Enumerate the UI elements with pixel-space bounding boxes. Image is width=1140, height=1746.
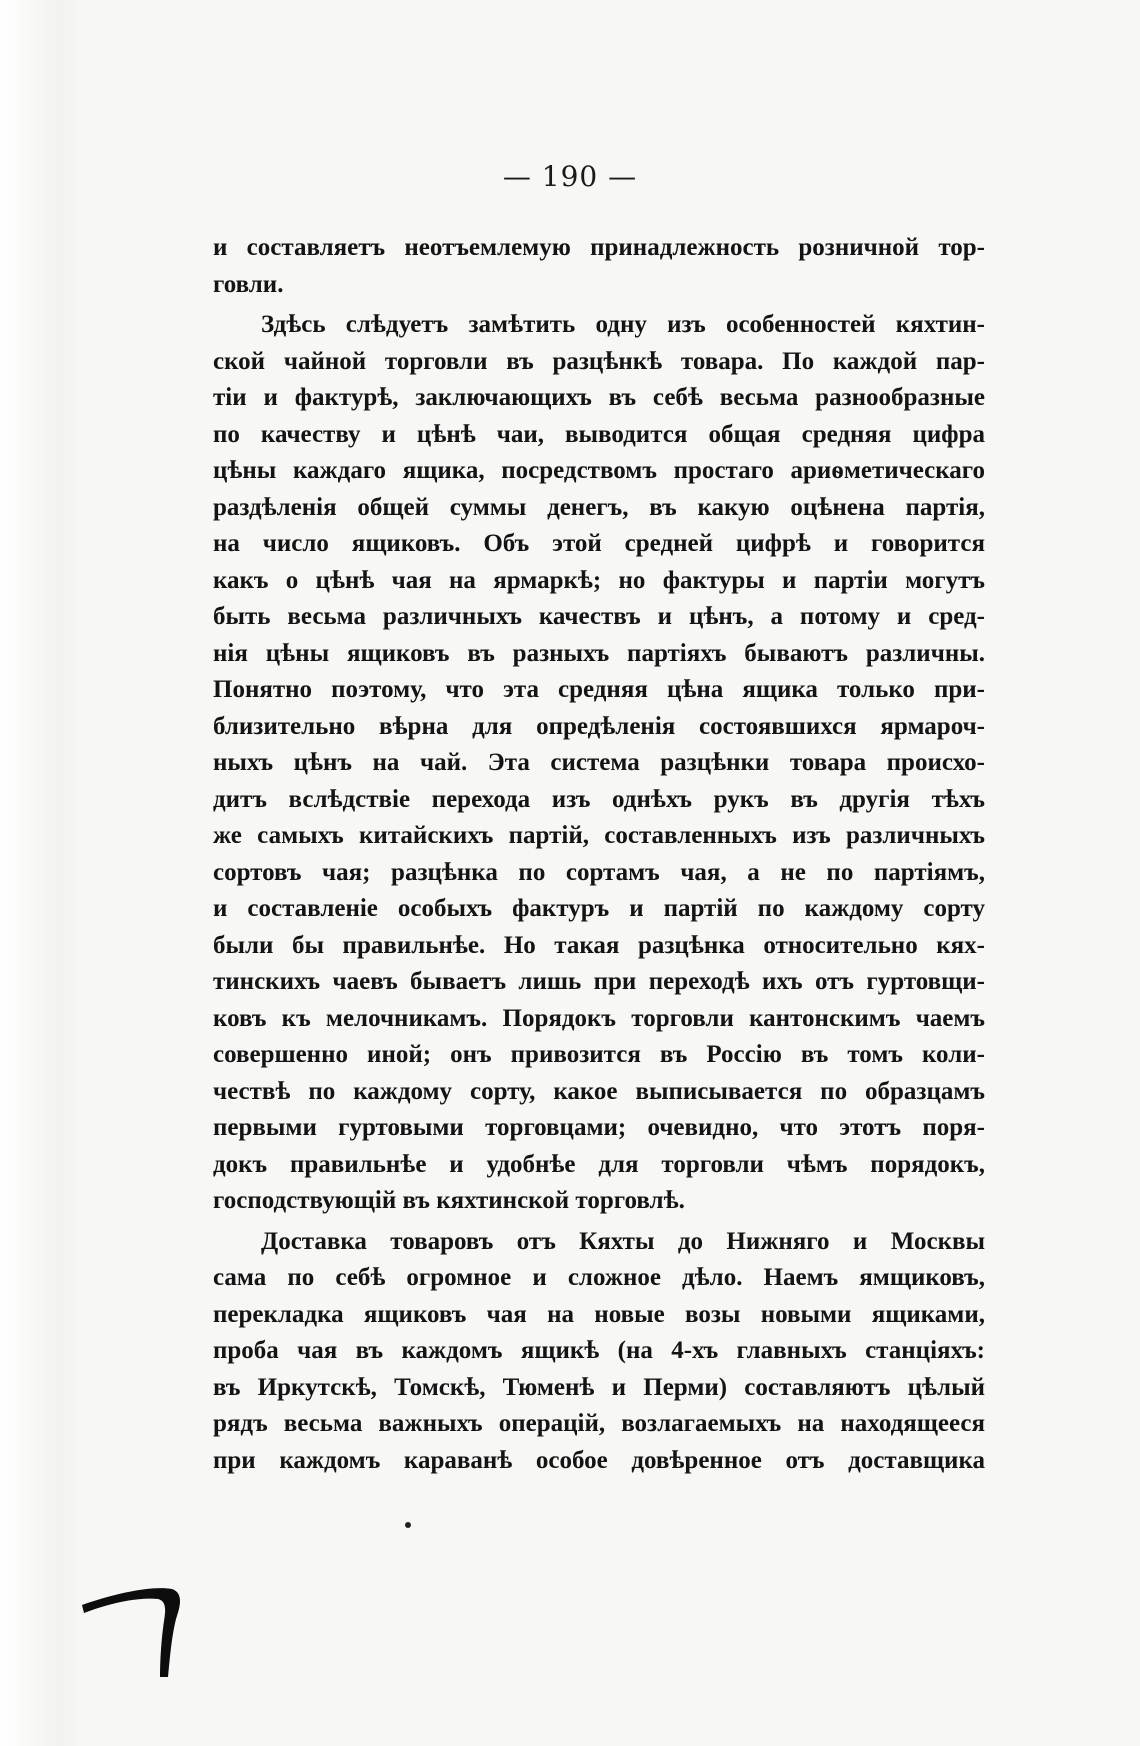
text-line: при каждомъ караванѣ особое довѣренное отъ доставщика xyxy=(213,1446,985,1474)
text-line: проба чая въ каждомъ ящикѣ (на 4-хъ главныхъ станціяхъ: xyxy=(213,1337,985,1364)
text-line: говли. xyxy=(213,270,284,298)
text-line: близительно вѣрна для опредѣленія состоявшихся ярмароч- xyxy=(213,712,985,740)
text-line: сортовъ чая; разцѣнка по сортамъ чая, а не по партіямъ, xyxy=(213,858,985,886)
page-gutter-shade xyxy=(0,0,85,1746)
text-line: совершенно иной; онъ привозится въ Россію въ томъ коли- xyxy=(213,1041,985,1068)
text-line: быть весьма различныхъ качествъ и цѣнъ, а потому и сред- xyxy=(213,603,985,630)
text-line: дитъ вслѣдствіе перехода изъ однѣхъ рукъ въ другія тѣхъ xyxy=(213,785,985,813)
text-line: перекладка ящиковъ чая на новые возы новыми ящиками, xyxy=(213,1300,985,1328)
text-line: тіи и фактурѣ, заключающихъ въ себѣ весьма разнообразные xyxy=(213,384,985,411)
text-line: цѣны каждаго ящика, посредствомъ простаго ариѳметическаго xyxy=(213,457,985,484)
body-text xyxy=(213,230,985,1479)
text-line: сама по себѣ огромное и сложное дѣло. Наемъ ямщиковъ, xyxy=(213,1264,985,1291)
text-line: тинскихъ чаевъ бываетъ лишь при переходѣ ихъ отъ гуртовщи- xyxy=(213,968,985,995)
text-line: докъ правильнѣе и удобнѣе для торговли чѣмъ порядокъ, xyxy=(213,1150,985,1178)
text-line: и составленіе особыхъ фактуръ и партій по каждому сорту xyxy=(213,895,985,922)
text-line: и составляетъ неотъемлемую принадлежность розничной тор- xyxy=(213,234,985,261)
text-line: какъ о цѣнѣ чая на ярмаркѣ; но фактуры и партіи могутъ xyxy=(213,566,985,594)
text-line: Здѣсь слѣдуетъ замѣтить одну изъ особенностей кяхтин- xyxy=(261,311,985,338)
text-line: Доставка товаровъ отъ Кяхты до Нижняго и Москвы xyxy=(261,1227,985,1255)
text-line: же самыхъ китайскихъ партій, составленныхъ изъ различныхъ xyxy=(213,822,985,849)
page-number: — 190 — xyxy=(502,160,638,193)
text-line: по качеству и цѣнѣ чаи, выводится общая средняя цифра xyxy=(213,420,985,448)
text-line: ныхъ цѣнъ на чай. Эта система разцѣнки товара происхо- xyxy=(213,749,985,776)
text-line: раздѣленія общей суммы денегъ, въ какую оцѣнена партія, xyxy=(213,493,985,521)
text-line: нія цѣны ящиковъ въ разныхъ партіяхъ бываютъ различны. xyxy=(213,639,985,667)
text-line: ской чайной торговли въ разцѣнкѣ товара. По каждой пар- xyxy=(213,347,985,375)
scan-artifact-mark xyxy=(80,1585,190,1680)
text-line: чествѣ по каждому сорту, какое выписывается по образцамъ xyxy=(213,1077,985,1105)
text-line: въ Иркутскѣ, Томскѣ, Тюменѣ и Перми) составляютъ цѣлый xyxy=(213,1373,985,1401)
text-line: господствующій въ кяхтинской торговлѣ. xyxy=(213,1187,685,1214)
ink-speck xyxy=(405,1522,411,1528)
text-line: ковъ къ мелочникамъ. Порядокъ торговли кантонскимъ чаемъ xyxy=(213,1004,985,1032)
text-line: рядъ весьма важныхъ операцій, возлагаемыхъ на находящееся xyxy=(213,1410,985,1437)
text-line: на число ящиковъ. Объ этой средней цифрѣ и говорится xyxy=(213,530,985,557)
text-line: первыми гуртовыми торговцами; очевидно, что этотъ поря- xyxy=(213,1114,985,1141)
text-line: были бы правильнѣе. Но такая разцѣнка относительно кях- xyxy=(213,931,985,959)
text-line: Понятно поэтому, что эта средняя цѣна ящика только при- xyxy=(213,676,985,703)
